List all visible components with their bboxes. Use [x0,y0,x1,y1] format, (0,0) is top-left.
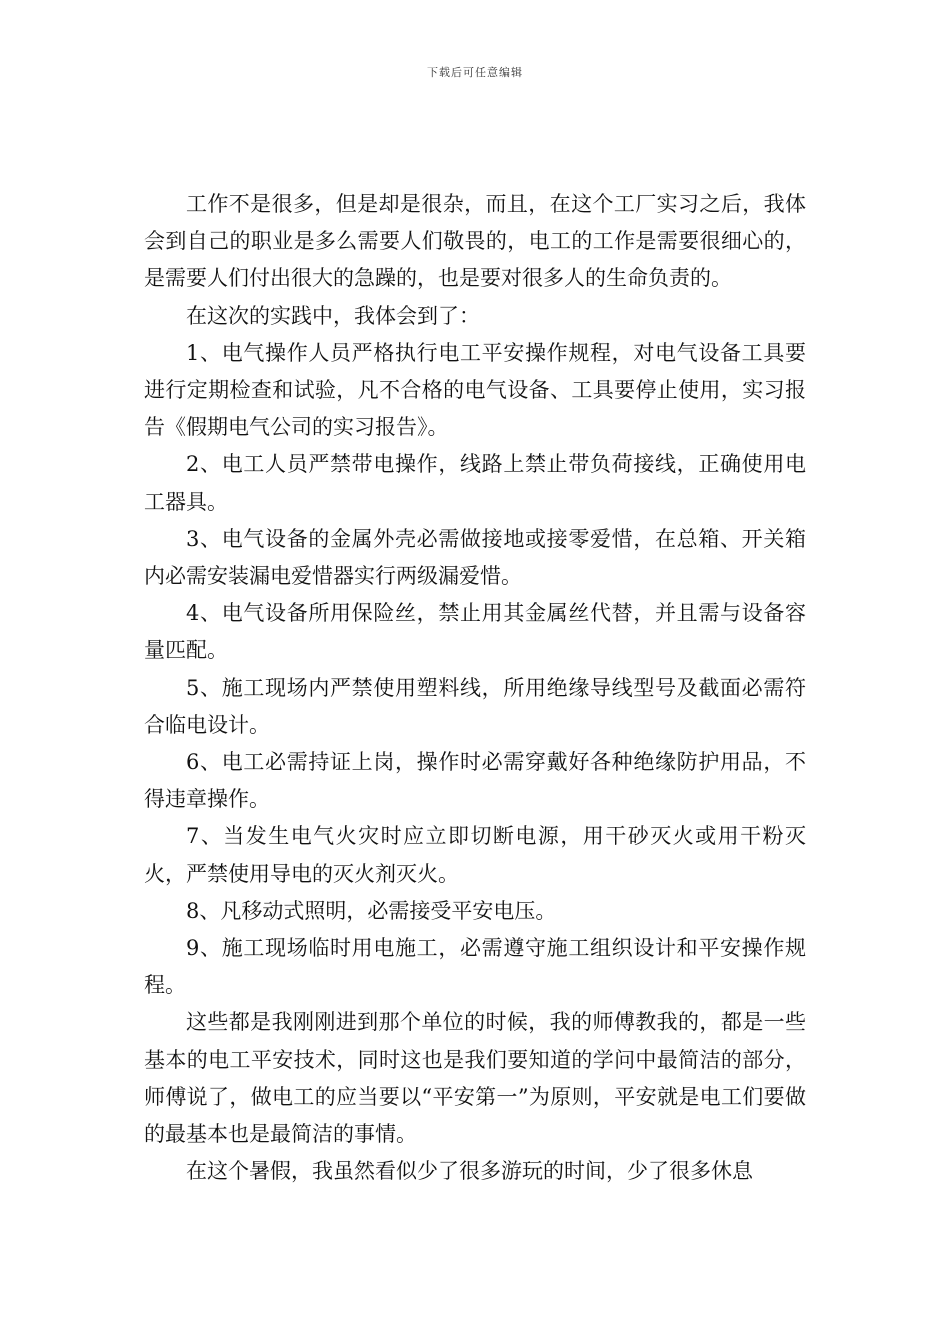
paragraph-closing: 在这个暑假，我虽然看似少了很多游玩的时间，少了很多休息 [186,1159,753,1184]
paragraph-intro: 工作不是很多，但是却是很杂，而且，在这个工厂实习之后，我体会到自己的职业是多么需要人们敬畏的，电工的工作是需要很细心的，是需要人们付出很大的急躁的，也是要对很多人的生命负责的。 [144,192,806,291]
list-item-5: 5、施工现场内严禁使用塑料线，所用绝缘导线型号及截面必需符合临电设计。 [144,675,806,737]
paragraph-summary: 这些都是我刚刚进到那个单位的时候，我的师傅教我的，都是一些基本的电工平安技术，同时这也是我们要知道的学问中最简洁的部分，师傅说了，做电工的应当要以“平安第一”为原则，平安就是电工们要做的最基本也是最简洁的事情。 [144,1010,806,1147]
list-item-2: 2、电工人员严禁带电操作，线路上禁止带负荷接线，正确使用电工器具。 [144,452,806,514]
list-item-4: 4、电气设备所用保险丝，禁止用其金属丝代替，并且需与设备容量匹配。 [144,601,806,663]
list-item-9: 9、施工现场临时用电施工，必需遵守施工组织设计和平安操作规程。 [144,936,806,998]
list-item-8: 8、凡移动式照明，必需接受平安电压。 [186,898,557,923]
list-item-3: 3、电气设备的金属外壳必需做接地或接零爱惜，在总箱、开关箱内必需安装漏电爱惜器实行两级漏爱惜。 [144,526,806,589]
list-item-6: 6、电工必需持证上岗，操作时必需穿戴好各种绝缘防护用品，不得违章操作。 [144,750,806,812]
page-header-note: 下载后可任意编辑 [427,66,523,79]
paragraph-lead-in: 在这次的实践中，我体会到了： [186,303,480,328]
document-body [144,186,806,1190]
list-item-7: 7、当发生电气火灾时应立即切断电源，用干砂灭火或用干粉灭火，严禁使用导电的灭火剂灭火。 [144,824,806,886]
list-item-1: 1、电气操作人员严格执行电工平安操作规程，对电气设备工具要进行定期检查和试验，凡不合格的电气设备、工具要停止使用，实习报告《假期电气公司的实习报告》。 [144,340,806,440]
